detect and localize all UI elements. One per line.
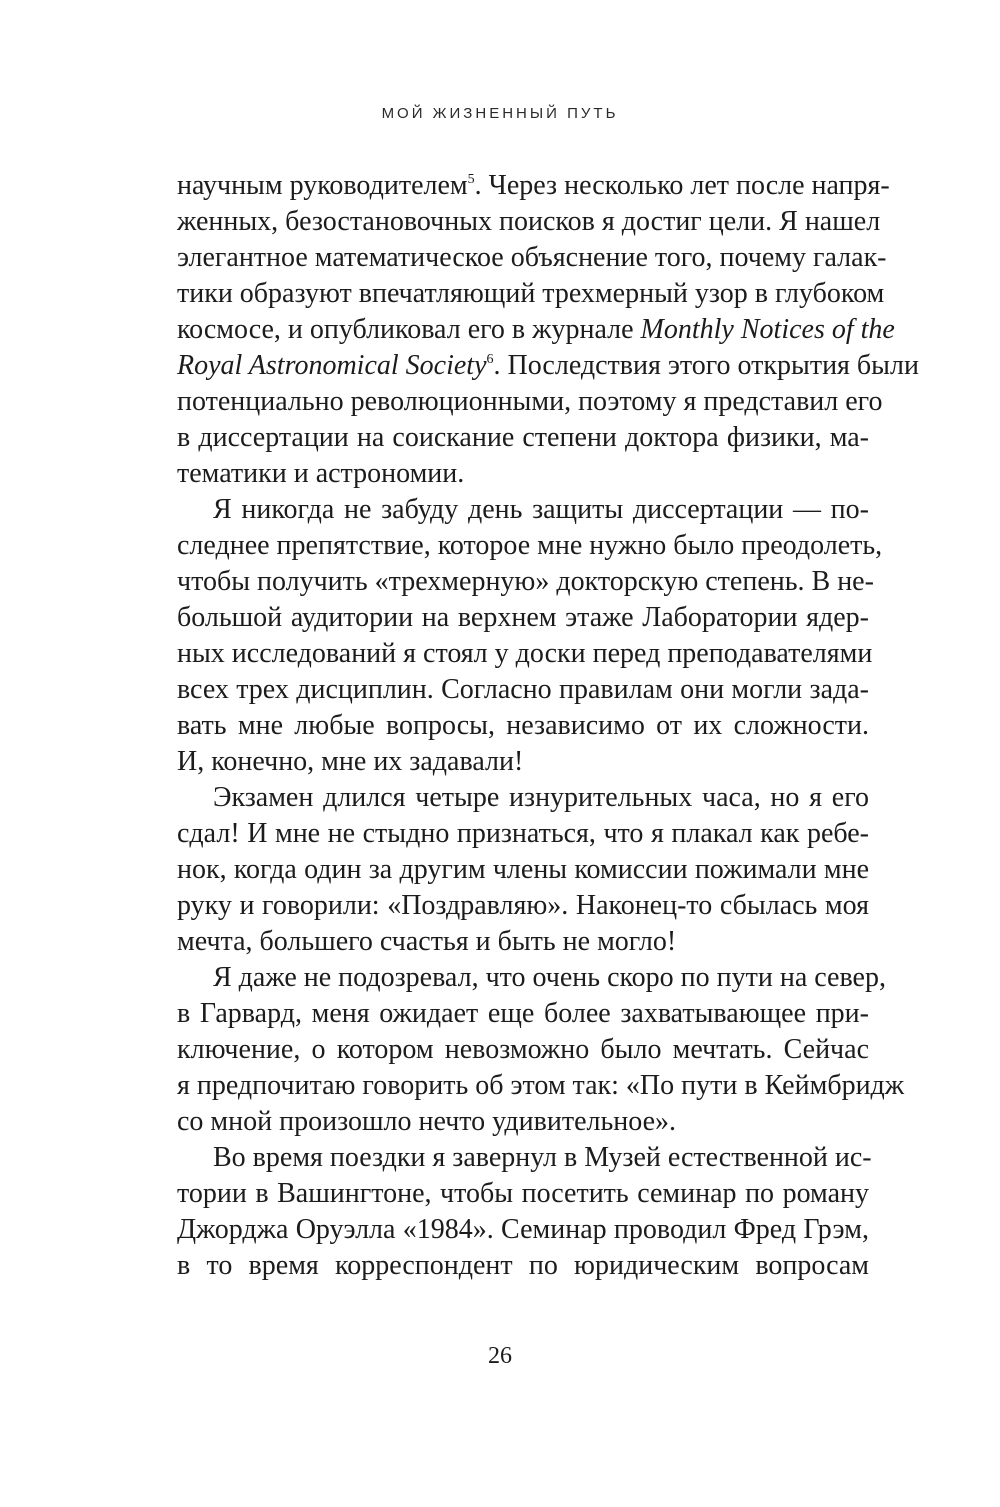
text-run: . Последствия этого открытия были xyxy=(493,350,919,381)
text-line: Джорджа Оруэлла «1984». Семинар проводил Фред Грэм, xyxy=(177,1214,869,1245)
text-line: чтобы получить «трехмерную» докторскую степень. В не- xyxy=(177,566,874,597)
text-line: всех трех дисциплин. Согласно правилам они могли зада- xyxy=(177,674,869,705)
journal-title: Royal Astronomical Society xyxy=(177,350,487,381)
text-line: следнее препятствие, которое мне нужно было преодолеть, xyxy=(177,530,883,561)
running-head: МОЙ ЖИЗНЕННЫЙ ПУТЬ xyxy=(381,105,619,122)
text-line: в то время корреспондент по юридическим вопросам xyxy=(177,1250,869,1281)
text-line: тории в Вашингтоне, чтобы посетить семинар по роману xyxy=(177,1178,869,1209)
text-line: сдал! И мне не стыдно признаться, что я плакал как ребе- xyxy=(177,818,869,849)
text-line: нок, когда один за другим члены комиссии пожимали мне xyxy=(177,854,869,885)
text-line: в диссертации на соискание степени доктора физики, ма- xyxy=(177,422,869,453)
text-run: . Через несколько лет после напря- xyxy=(474,170,890,201)
journal-title: Monthly Notices of the xyxy=(640,314,895,345)
text-run: космосе, и опубликовал его в журнале xyxy=(177,314,641,345)
page-number: 26 xyxy=(488,1343,512,1369)
text-line: тики образуют впечатляющий трехмерный узор в глубоком xyxy=(177,278,885,309)
text-line: вать мне любые вопросы, независимо от их сложности. xyxy=(177,710,869,741)
text-line: ключение, о котором невозможно было мечтать. Сейчас xyxy=(177,1034,869,1065)
text-line: Я никогда не забуду день защиты диссертации — по- xyxy=(213,494,869,525)
text-line: Экзамен длился четыре изнурительных часа, но я его xyxy=(213,782,869,813)
text-line: я предпочитаю говорить об этом так: «По пути в Кеймбридж xyxy=(177,1070,905,1101)
text-line: мечта, большего счастья и быть не могло! xyxy=(177,926,677,957)
text-line: тематики и астрономии. xyxy=(177,458,465,489)
text-line xyxy=(177,348,919,384)
text-line xyxy=(177,312,895,348)
text-line: И, конечно, мне их задавали! xyxy=(177,746,524,777)
text-run: научным руководителем xyxy=(177,170,468,201)
text-line: со мной произошло нечто удивительное». xyxy=(177,1106,677,1137)
footnote-ref[interactable]: 5 xyxy=(467,172,475,187)
text-line: элегантное математическое объяснение того, почему галак- xyxy=(177,242,887,273)
text-line: большой аудитории на верхнем этаже Лаборатории ядер- xyxy=(177,602,869,633)
footnote-ref[interactable]: 6 xyxy=(486,352,494,367)
text-line: потенциально революционными, поэтому я представил его xyxy=(177,386,883,417)
text-line: руку и говорили: «Поздравляю». Наконец-то сбылась моя xyxy=(177,890,869,921)
text-line xyxy=(177,168,890,204)
text-line: Во время поездки я завернул в Музей естественной ис- xyxy=(213,1142,872,1173)
text-line: ных исследований я стоял у доски перед преподавателями xyxy=(177,638,873,669)
text-line: в Гарвард, меня ожидает еще более захватывающее при- xyxy=(177,998,869,1029)
text-line: женных, безостановочных поисков я достиг цели. Я нашел xyxy=(177,206,881,237)
text-line: Я даже не подозревал, что очень скоро по пути на север, xyxy=(213,962,886,993)
